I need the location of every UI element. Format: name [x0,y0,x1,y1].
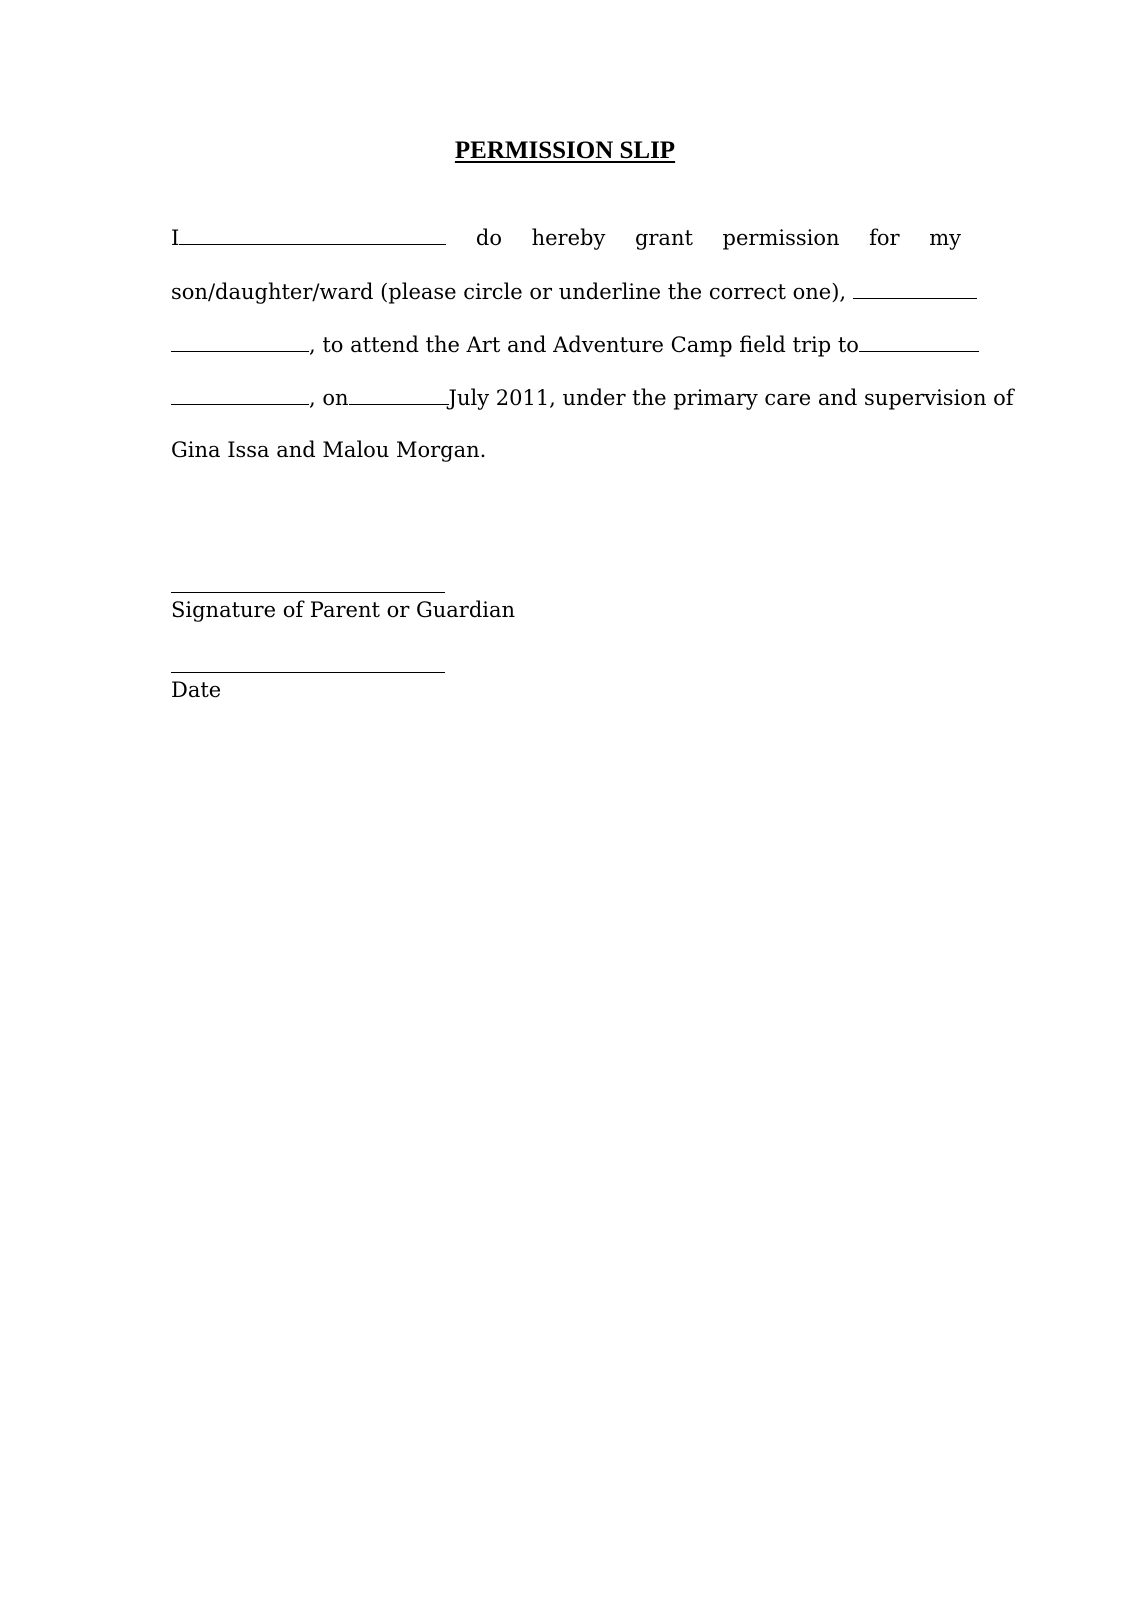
signature-line[interactable] [171,592,445,593]
body-line-5 [171,435,961,465]
line3-text: , to attend the Art and Adventure Camp field trip to [309,333,859,357]
line1-word: grant [634,226,693,250]
line1-word: permission [722,226,840,250]
line1-word: do [475,226,502,250]
line1-lead-group [171,222,446,253]
parent-name-blank[interactable] [179,222,446,245]
line1-lead: I [171,226,180,250]
line1-word: hereby [531,226,606,250]
child-name-blank-end[interactable] [171,329,309,352]
body-line-4 [171,382,1014,412]
line4-on: , on [309,386,349,410]
title-text: PERMISSION SLIP [454,137,676,164]
line1-word: for [869,226,900,250]
destination-blank-start[interactable] [859,329,979,352]
signature-label: Signature of Parent or Guardian [171,598,516,622]
body-line-3 [171,329,961,359]
line4-rest: July 2011, under the primary care and supervision of [448,386,1014,410]
line1-word: my [929,226,961,250]
line2-text: son/daughter/ward (please circle or underline the correct one), [171,280,847,304]
document-title [0,136,1130,166]
date-line[interactable] [171,672,445,673]
destination-blank-end[interactable] [171,382,309,405]
body-line-2 [171,276,961,306]
child-name-blank-start[interactable] [853,276,977,299]
date-day-blank[interactable] [349,382,449,405]
line5-text: Gina Issa and Malou Morgan. [171,438,487,462]
body-line-1 [171,223,961,253]
date-label: Date [171,678,222,702]
